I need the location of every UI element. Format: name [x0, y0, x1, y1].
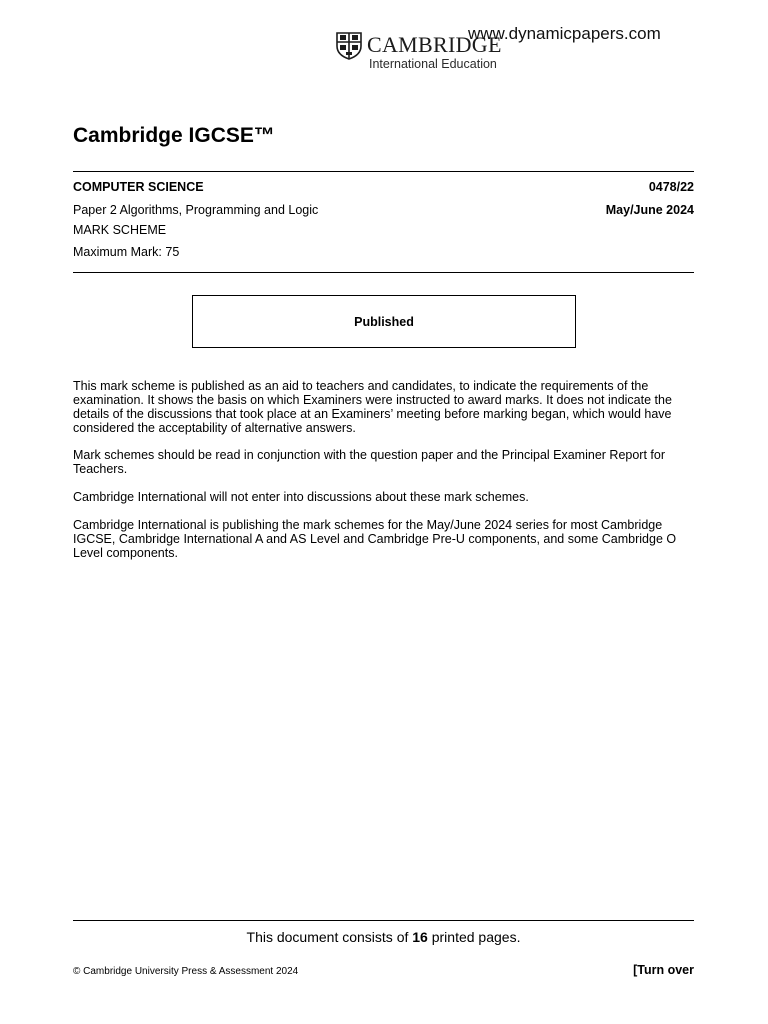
paper-title: Paper 2 Algorithms, Programming and Logic	[73, 203, 319, 217]
site-url-link[interactable]: www.dynamicpapers.com	[468, 24, 661, 43]
page-count-prefix: This document consists of	[246, 929, 413, 945]
logo-wordmark: CAMBRIDGE	[367, 32, 502, 57]
footer-divider	[73, 920, 694, 921]
logo-subtitle: International Education	[369, 57, 497, 71]
copyright-notice: © Cambridge University Press & Assessment 2024	[73, 966, 299, 977]
page-count-suffix: printed pages.	[427, 929, 521, 945]
page-count-number: 16	[412, 929, 428, 945]
status-box	[192, 295, 576, 348]
subject-name: COMPUTER SCIENCE	[73, 180, 204, 194]
syllabus-code: 0478/22	[648, 180, 694, 194]
cambridge-shield-icon	[336, 32, 362, 60]
title-divider	[73, 171, 694, 172]
status-label: Published	[354, 314, 414, 329]
maximum-mark: Maximum Mark: 75	[73, 245, 180, 259]
page-title: Cambridge IGCSE™	[73, 124, 275, 147]
discussion-paragraph: Cambridge International will not enter into discussions about these mark schemes.	[73, 490, 529, 504]
conjunction-paragraph: Mark schemes should be read in conjunction with the question paper and the Principal Examiner Report for Teachers.	[73, 448, 665, 476]
meta-divider	[73, 272, 694, 273]
turn-over-label: [Turn over	[633, 963, 694, 977]
exam-session: May/June 2024	[605, 203, 694, 217]
document-type: MARK SCHEME	[73, 223, 167, 237]
publishing-paragraph: Cambridge International is publishing the mark schemes for the May/June 2024 series for most Cambridge IGCSE, Cambridge International A and AS Level and Cambridge Pre-U components, and some Cambridge O Level components.	[73, 518, 677, 560]
intro-paragraph: This mark scheme is published as an aid to teachers and candidates, to indicate the requirements of the examination. It shows the basis on which Examiners were instructed to award marks. It does not indicate the details of the discussions that took place at an Examiners’ meeting before marking began, which would have considered the acceptability of alternative answers.	[73, 379, 672, 435]
page-count-note	[73, 929, 694, 946]
